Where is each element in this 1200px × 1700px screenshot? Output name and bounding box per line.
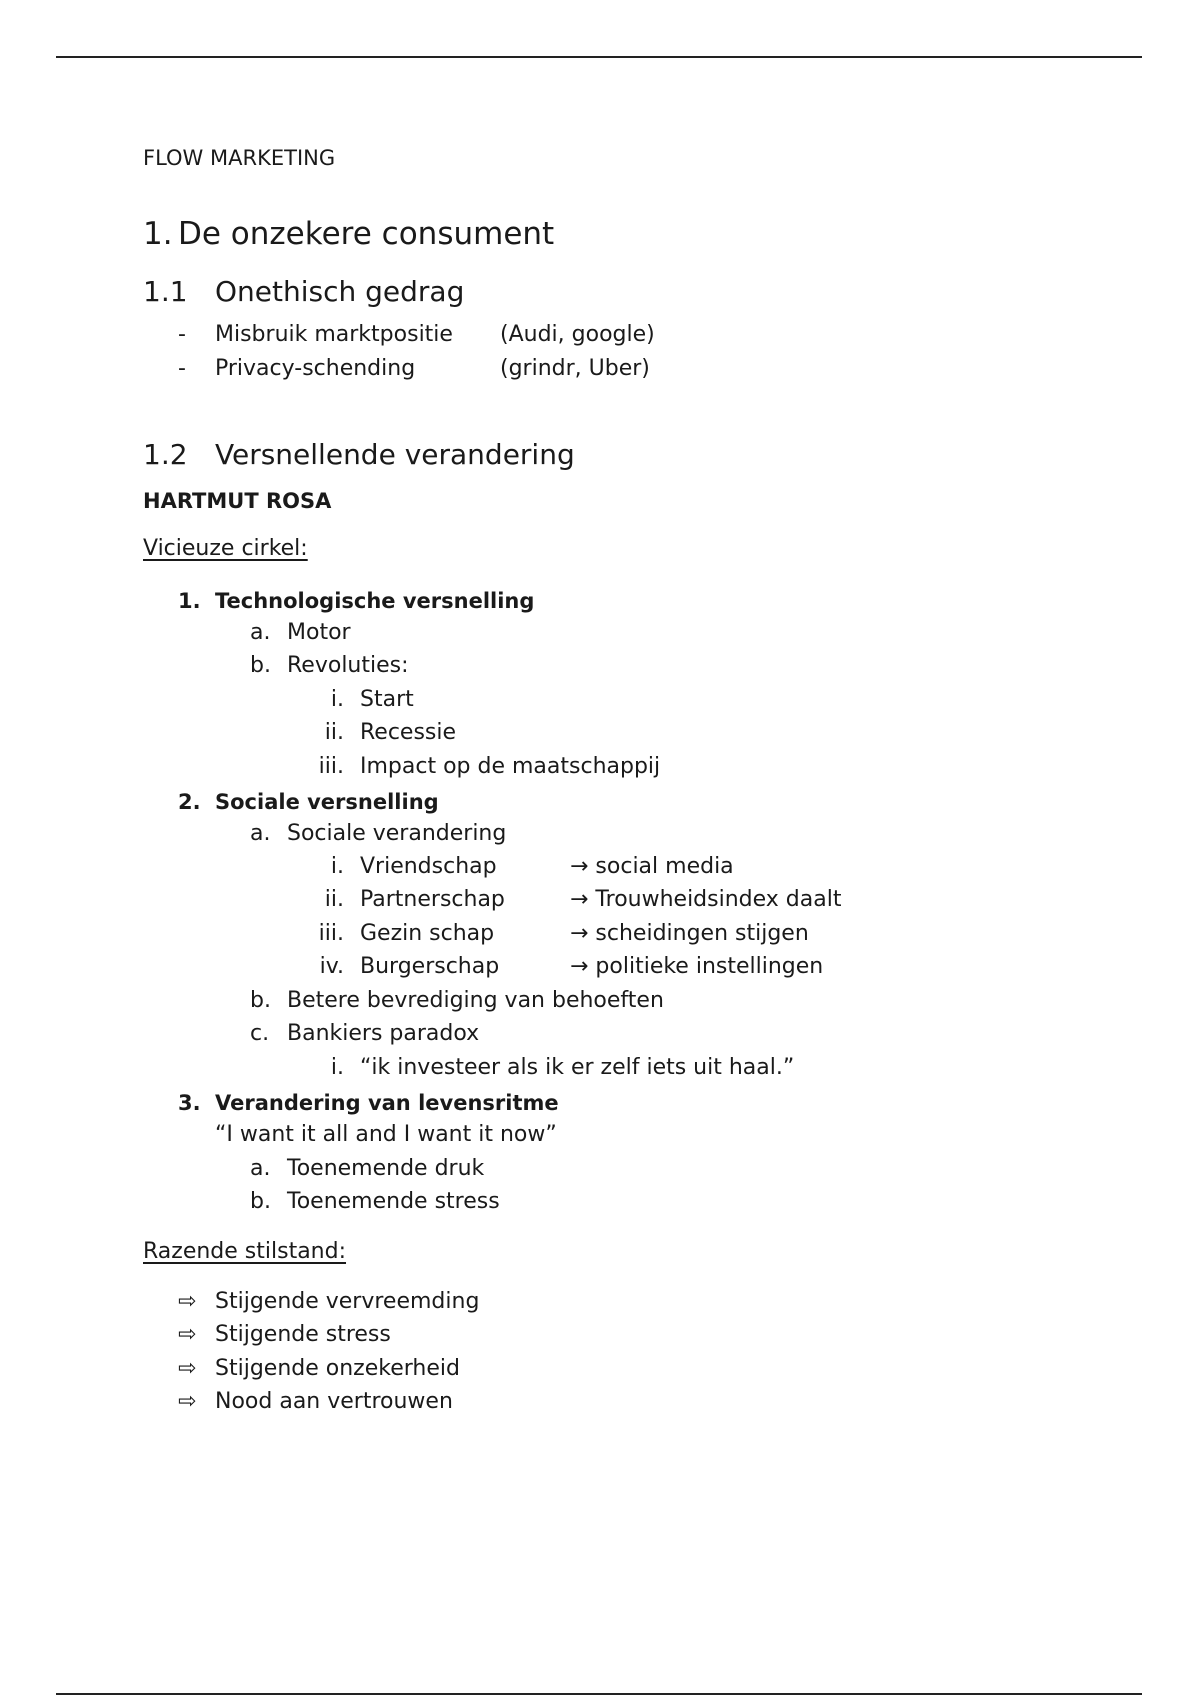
sub-item-letter: b. xyxy=(250,653,271,678)
section-1-2-number: 1.2 xyxy=(143,438,188,471)
arrow-consequence: → scheidingen stijgen xyxy=(570,921,809,946)
section-1-2-title: Versnellende verandering xyxy=(215,438,575,471)
roman-numeral: iii. xyxy=(318,754,344,779)
subheading-vicious-circle: Vicieuze cirkel: xyxy=(143,536,308,561)
sub-item-text: Revoluties: xyxy=(287,653,409,678)
roman-item-text: Vriendschap xyxy=(360,854,497,879)
roman-item-text: Partnerschap xyxy=(360,887,505,912)
sub-item-text: Sociale verandering xyxy=(287,821,507,846)
numbered-item-number: 3. xyxy=(178,1091,201,1115)
list-item-label: Misbruik marktpositie xyxy=(215,322,453,347)
chapter-number: 1. xyxy=(143,216,173,252)
list-item-note: (grindr, Uber) xyxy=(500,356,650,381)
sub-item-letter: b. xyxy=(250,988,271,1013)
sub-item-letter: a. xyxy=(250,821,271,846)
list-item-label: Privacy-schending xyxy=(215,356,416,381)
arrow-bullet-icon: ⇨ xyxy=(178,1289,197,1314)
footer-rule xyxy=(56,1693,1142,1695)
sub-item-letter: b. xyxy=(250,1189,271,1214)
numbered-item-number: 2. xyxy=(178,790,201,814)
roman-item-text: Recessie xyxy=(360,720,457,745)
roman-item-text: Impact op de maatschappij xyxy=(360,754,661,779)
arrow-consequence: → politieke instellingen xyxy=(570,954,824,979)
numbered-item-number: 1. xyxy=(178,589,201,613)
roman-numeral: ii. xyxy=(324,720,344,745)
arrow-consequence: → social media xyxy=(570,854,734,879)
roman-numeral: i. xyxy=(330,687,344,712)
arrow-bullet-icon: ⇨ xyxy=(178,1389,197,1414)
roman-numeral: iii. xyxy=(318,921,344,946)
sub-item-text: Toenemende druk xyxy=(287,1156,485,1181)
sub-item-text: Betere bevrediging van behoeften xyxy=(287,988,664,1013)
roman-numeral: i. xyxy=(330,854,344,879)
chapter-title: De onzekere consument xyxy=(178,216,555,252)
roman-item-text: Gezin schap xyxy=(360,921,495,946)
roman-item-text: Start xyxy=(360,687,414,712)
quote: “I want it all and I want it now” xyxy=(215,1122,557,1147)
subheading-frenetic-standstill: Razende stilstand: xyxy=(143,1239,347,1264)
arrow-bullet-icon: ⇨ xyxy=(178,1356,197,1381)
roman-item-text: Burgerschap xyxy=(360,954,500,979)
list-item-note: (Audi, google) xyxy=(500,322,655,347)
list-bullet: - xyxy=(178,356,186,381)
list-item: Stijgende vervreemding xyxy=(215,1289,480,1314)
sub-item-text: Bankiers paradox xyxy=(287,1021,480,1046)
arrow-consequence: → Trouwheidsindex daalt xyxy=(570,887,842,912)
list-item: Nood aan vertrouwen xyxy=(215,1389,453,1414)
list-item: Stijgende onzekerheid xyxy=(215,1356,460,1381)
sub-item-text: Motor xyxy=(287,620,351,645)
sub-item-text: Toenemende stress xyxy=(287,1189,500,1214)
document-header-title: FLOW MARKETING xyxy=(143,146,336,170)
numbered-item-title: Sociale versnelling xyxy=(215,790,439,814)
section-1-1-title: Onethisch gedrag xyxy=(215,275,465,308)
numbered-item-title: Verandering van levensritme xyxy=(215,1091,559,1115)
sub-item-letter: c. xyxy=(250,1021,270,1046)
section-1-1-number: 1.1 xyxy=(143,275,188,308)
header-rule xyxy=(56,56,1142,58)
sub-item-letter: a. xyxy=(250,1156,271,1181)
sub-item-letter: a. xyxy=(250,620,271,645)
author-name: HARTMUT ROSA xyxy=(143,489,332,513)
roman-numeral: iv. xyxy=(319,954,344,979)
list-bullet: - xyxy=(178,322,186,347)
roman-item-text: “ik investeer als ik er zelf iets uit haal.” xyxy=(360,1055,795,1080)
numbered-item-title: Technologische versnelling xyxy=(215,589,535,613)
roman-numeral: i. xyxy=(330,1055,344,1080)
roman-numeral: ii. xyxy=(324,887,344,912)
arrow-bullet-icon: ⇨ xyxy=(178,1322,197,1347)
list-item: Stijgende stress xyxy=(215,1322,391,1347)
